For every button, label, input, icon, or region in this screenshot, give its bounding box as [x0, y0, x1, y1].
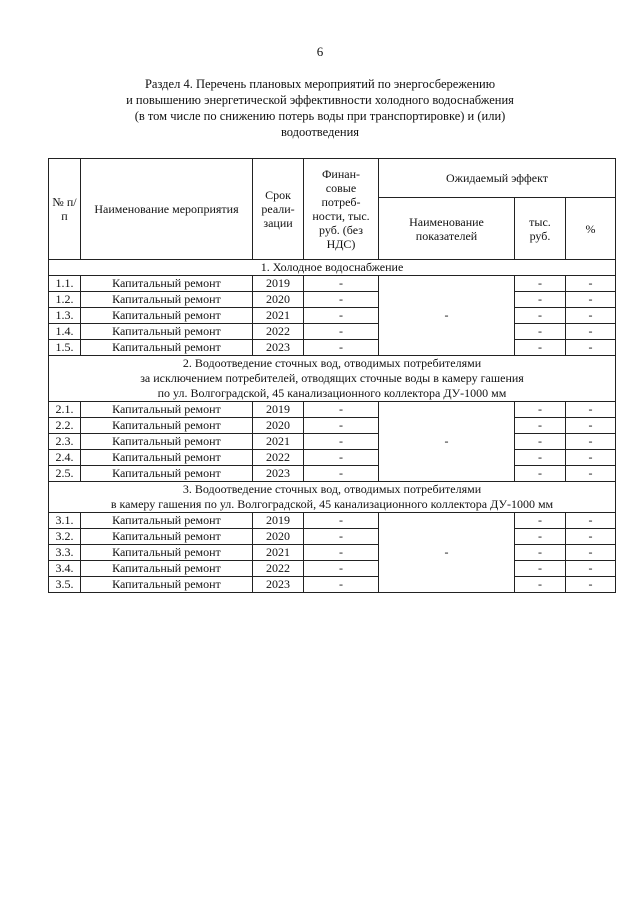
measure-name-cell: Капитальный ремонт	[81, 340, 253, 356]
table-row	[49, 450, 616, 466]
measure-name-cell: Капитальный ремонт	[81, 308, 253, 324]
header-pct: %	[566, 198, 616, 260]
effect-pct-cell: -	[566, 276, 616, 292]
measure-name-cell: Капитальный ремонт	[81, 292, 253, 308]
measure-name-cell: Капитальный ремонт	[81, 577, 253, 593]
table-row	[49, 561, 616, 577]
measure-name-cell: Капитальный ремонт	[81, 324, 253, 340]
section-title-line: 2. Водоотведение сточных вод, отводимых потребителями	[182, 356, 482, 370]
row-number-cell: 3.3.	[49, 545, 81, 561]
finance-cell: -	[304, 276, 379, 292]
finance-cell: -	[304, 561, 379, 577]
term-cell: 2020	[253, 292, 304, 308]
effect-pct-cell: -	[566, 434, 616, 450]
table-row	[49, 577, 616, 593]
row-number-cell: 3.2.	[49, 529, 81, 545]
effect-pct-cell: -	[566, 529, 616, 545]
effect-pct-cell: -	[566, 324, 616, 340]
term-cell: 2022	[253, 561, 304, 577]
term-cell: 2022	[253, 324, 304, 340]
measure-name-cell: Капитальный ремонт	[81, 545, 253, 561]
effect-rub-cell: -	[515, 276, 566, 292]
finance-cell: -	[304, 450, 379, 466]
row-number-cell: 2.1.	[49, 402, 81, 418]
effect-rub-cell: -	[515, 340, 566, 356]
header-finance: Финан-совые потреб-ности, тыс. руб. (без НДС)	[304, 159, 379, 260]
term-cell: 2022	[253, 450, 304, 466]
row-number-cell: 2.4.	[49, 450, 81, 466]
effect-rub-cell: -	[515, 450, 566, 466]
section-title-line: по ул. Волгоградской, 45 канализационного коллектора ДУ-1000 мм	[157, 386, 507, 400]
effect-rub-cell: -	[515, 466, 566, 482]
effect-rub-cell: -	[515, 292, 566, 308]
section-title-line: 3. Водоотведение сточных вод, отводимых потребителями	[182, 482, 482, 496]
finance-cell: -	[304, 292, 379, 308]
effect-pct-cell: -	[566, 308, 616, 324]
effect-pct-cell: -	[566, 450, 616, 466]
effect-rub-cell: -	[515, 324, 566, 340]
measure-name-cell: Капитальный ремонт	[81, 402, 253, 418]
table-body	[49, 260, 616, 593]
row-number-cell: 3.4.	[49, 561, 81, 577]
effect-rub-cell: -	[515, 434, 566, 450]
section-header-row	[49, 260, 616, 276]
section-title	[70, 76, 570, 140]
table-row	[49, 324, 616, 340]
table-row	[49, 418, 616, 434]
term-cell: 2021	[253, 308, 304, 324]
term-cell: 2021	[253, 545, 304, 561]
finance-cell: -	[304, 324, 379, 340]
table-row	[49, 292, 616, 308]
section-title-cell	[49, 482, 616, 513]
finance-cell: -	[304, 545, 379, 561]
measure-name-cell: Капитальный ремонт	[81, 450, 253, 466]
measure-name-cell: Капитальный ремонт	[81, 466, 253, 482]
header-name: Наименование мероприятия	[81, 159, 253, 260]
finance-cell: -	[304, 340, 379, 356]
effect-pct-cell: -	[566, 402, 616, 418]
effect-rub-cell: -	[515, 513, 566, 529]
row-number-cell: 3.1.	[49, 513, 81, 529]
table-row	[49, 276, 616, 292]
effect-rub-cell: -	[515, 308, 566, 324]
table-row	[49, 513, 616, 529]
effect-pct-cell: -	[566, 513, 616, 529]
measure-name-cell: Капитальный ремонт	[81, 513, 253, 529]
measure-name-cell: Капитальный ремонт	[81, 276, 253, 292]
finance-cell: -	[304, 529, 379, 545]
header-rub: тыс. руб.	[515, 198, 566, 260]
measure-name-cell: Капитальный ремонт	[81, 434, 253, 450]
finance-cell: -	[304, 513, 379, 529]
row-number-cell: 1.3.	[49, 308, 81, 324]
header-term: Срок реали-зации	[253, 159, 304, 260]
section-header-row	[49, 482, 616, 513]
table-row	[49, 434, 616, 450]
finance-cell: -	[304, 402, 379, 418]
finance-cell: -	[304, 308, 379, 324]
effect-rub-cell: -	[515, 545, 566, 561]
finance-cell: -	[304, 577, 379, 593]
finance-cell: -	[304, 466, 379, 482]
term-cell: 2021	[253, 434, 304, 450]
term-cell: 2019	[253, 402, 304, 418]
section-header-row	[49, 356, 616, 402]
row-number-cell: 2.3.	[49, 434, 81, 450]
table-row	[49, 545, 616, 561]
term-cell: 2020	[253, 418, 304, 434]
row-number-cell: 1.5.	[49, 340, 81, 356]
header-num: № п/п	[49, 159, 81, 260]
effect-pct-cell: -	[566, 466, 616, 482]
effect-pct-cell: -	[566, 340, 616, 356]
effect-rub-cell: -	[515, 418, 566, 434]
row-number-cell: 1.2.	[49, 292, 81, 308]
term-cell: 2019	[253, 513, 304, 529]
title-line: и повышению энергетической эффективности холодного водоснабжения	[126, 93, 514, 107]
indicator-cell: -	[379, 276, 515, 356]
measures-table	[48, 158, 616, 593]
term-cell: 2023	[253, 577, 304, 593]
title-line: (в том числе по снижению потерь воды при транспортировке) и (или)	[134, 109, 506, 123]
effect-pct-cell: -	[566, 561, 616, 577]
term-cell: 2020	[253, 529, 304, 545]
indicator-cell: -	[379, 513, 515, 593]
page-number: 6	[316, 44, 324, 59]
table-row	[49, 308, 616, 324]
header-effect: Ожидаемый эффект	[379, 159, 616, 198]
measure-name-cell: Капитальный ремонт	[81, 529, 253, 545]
section-title-cell	[49, 356, 616, 402]
table-row	[49, 529, 616, 545]
indicator-cell: -	[379, 402, 515, 482]
measure-name-cell: Капитальный ремонт	[81, 561, 253, 577]
term-cell: 2019	[253, 276, 304, 292]
row-number-cell: 1.1.	[49, 276, 81, 292]
row-number-cell: 3.5.	[49, 577, 81, 593]
header-indicator: Наименование показателей	[379, 198, 515, 260]
row-number-cell: 2.2.	[49, 418, 81, 434]
section-title-line: 1. Холодное водоснабжение	[260, 260, 404, 274]
finance-cell: -	[304, 418, 379, 434]
effect-pct-cell: -	[566, 292, 616, 308]
row-number-cell: 1.4.	[49, 324, 81, 340]
term-cell: 2023	[253, 340, 304, 356]
effect-rub-cell: -	[515, 402, 566, 418]
finance-cell: -	[304, 434, 379, 450]
table-row	[49, 402, 616, 418]
section-title-line: за исключением потребителей, отводящих сточные воды в камеру гашения	[140, 371, 524, 385]
section-title-line: в камеру гашения по ул. Волгоградской, 45 канализационного коллектора ДУ-1000 мм	[110, 497, 554, 511]
title-line: водоотведения	[280, 125, 360, 139]
row-number-cell: 2.5.	[49, 466, 81, 482]
table-row	[49, 340, 616, 356]
effect-rub-cell: -	[515, 577, 566, 593]
effect-rub-cell: -	[515, 561, 566, 577]
term-cell: 2023	[253, 466, 304, 482]
effect-pct-cell: -	[566, 577, 616, 593]
title-line: Раздел 4. Перечень плановых мероприятий по энергосбережению	[144, 77, 496, 91]
effect-pct-cell: -	[566, 418, 616, 434]
measure-name-cell: Капитальный ремонт	[81, 418, 253, 434]
effect-pct-cell: -	[566, 545, 616, 561]
section-title-cell	[49, 260, 616, 276]
table-row	[49, 466, 616, 482]
effect-rub-cell: -	[515, 529, 566, 545]
